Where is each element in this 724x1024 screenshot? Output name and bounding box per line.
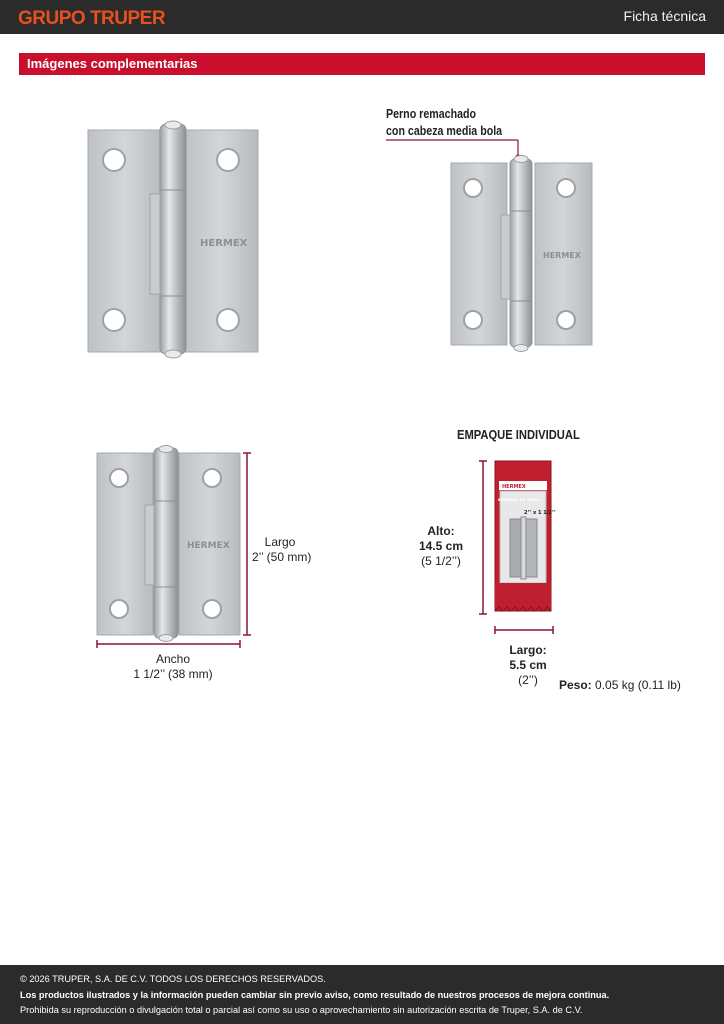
footer-copyright: © 2026 TRUPER, S.A. DE C.V. TODOS LOS DERECHOS RESERVADOS. bbox=[20, 974, 326, 984]
hinge-engraving: HERMEX bbox=[200, 238, 248, 249]
package-height bbox=[416, 524, 466, 569]
largo-label: Largo bbox=[264, 535, 296, 549]
hinge-engraving: HERMEX bbox=[543, 251, 581, 260]
package-height-inches: (5 1/2’’) bbox=[421, 554, 461, 568]
package-width-value: 5.5 cm bbox=[509, 658, 547, 672]
hinge-front-image bbox=[86, 120, 262, 360]
document-type: Ficha técnica bbox=[623, 8, 706, 24]
footer-prohibition: Prohibida su reproducción o divulgación total o parcial así como su uso o aprovechamiento sin autorización escrita de Truper, S.A. de C.V. bbox=[20, 1005, 583, 1015]
weight-value: 0.05 kg (0.11 lb) bbox=[595, 678, 681, 692]
package-width-label: Largo: bbox=[509, 643, 547, 657]
brand-logo: GRUPO TRUPER bbox=[18, 8, 166, 29]
pin-callout-label bbox=[386, 105, 502, 139]
package-height-label: Alto: bbox=[427, 524, 455, 538]
ancho-value: 1 1/2’’ (38 mm) bbox=[133, 667, 213, 681]
ancho-dimension bbox=[130, 652, 216, 682]
package-card-size: 2’’ x 1 1/2’’ bbox=[524, 510, 556, 516]
package-height-value: 14.5 cm bbox=[418, 539, 464, 553]
largo-dimension bbox=[252, 535, 312, 565]
hinge-engraving: HERMEX bbox=[187, 541, 230, 551]
header-bar bbox=[0, 0, 724, 34]
weight-label: Peso: bbox=[559, 678, 592, 692]
package-width bbox=[503, 643, 553, 688]
section-title: Imágenes complementarias bbox=[27, 56, 198, 71]
ancho-label: Ancho bbox=[155, 652, 191, 666]
hinge-rivet-image bbox=[449, 155, 595, 355]
package-title: EMPAQUE INDIVIDUAL bbox=[457, 427, 580, 442]
section-header bbox=[19, 53, 705, 75]
package-brand: HERMEX bbox=[502, 484, 526, 490]
package-card-title: BISAGRAS DE ACERO bbox=[498, 498, 541, 502]
package-weight bbox=[559, 678, 681, 692]
pin-callout-line-2: con cabeza media bola bbox=[386, 123, 503, 138]
package-image bbox=[478, 455, 562, 640]
package-width-inches: (2’’) bbox=[518, 673, 538, 687]
footer-notice: Los productos ilustrados y la información pueden cambiar sin previo aviso, como resultado de nuestros procesos de mejora continua. bbox=[20, 990, 610, 1000]
largo-value: 2’’ (50 mm) bbox=[252, 550, 312, 564]
pin-callout-line-1: Perno remachado bbox=[386, 106, 477, 121]
hinge-dimensions-image bbox=[95, 445, 255, 650]
footer bbox=[0, 965, 724, 1024]
